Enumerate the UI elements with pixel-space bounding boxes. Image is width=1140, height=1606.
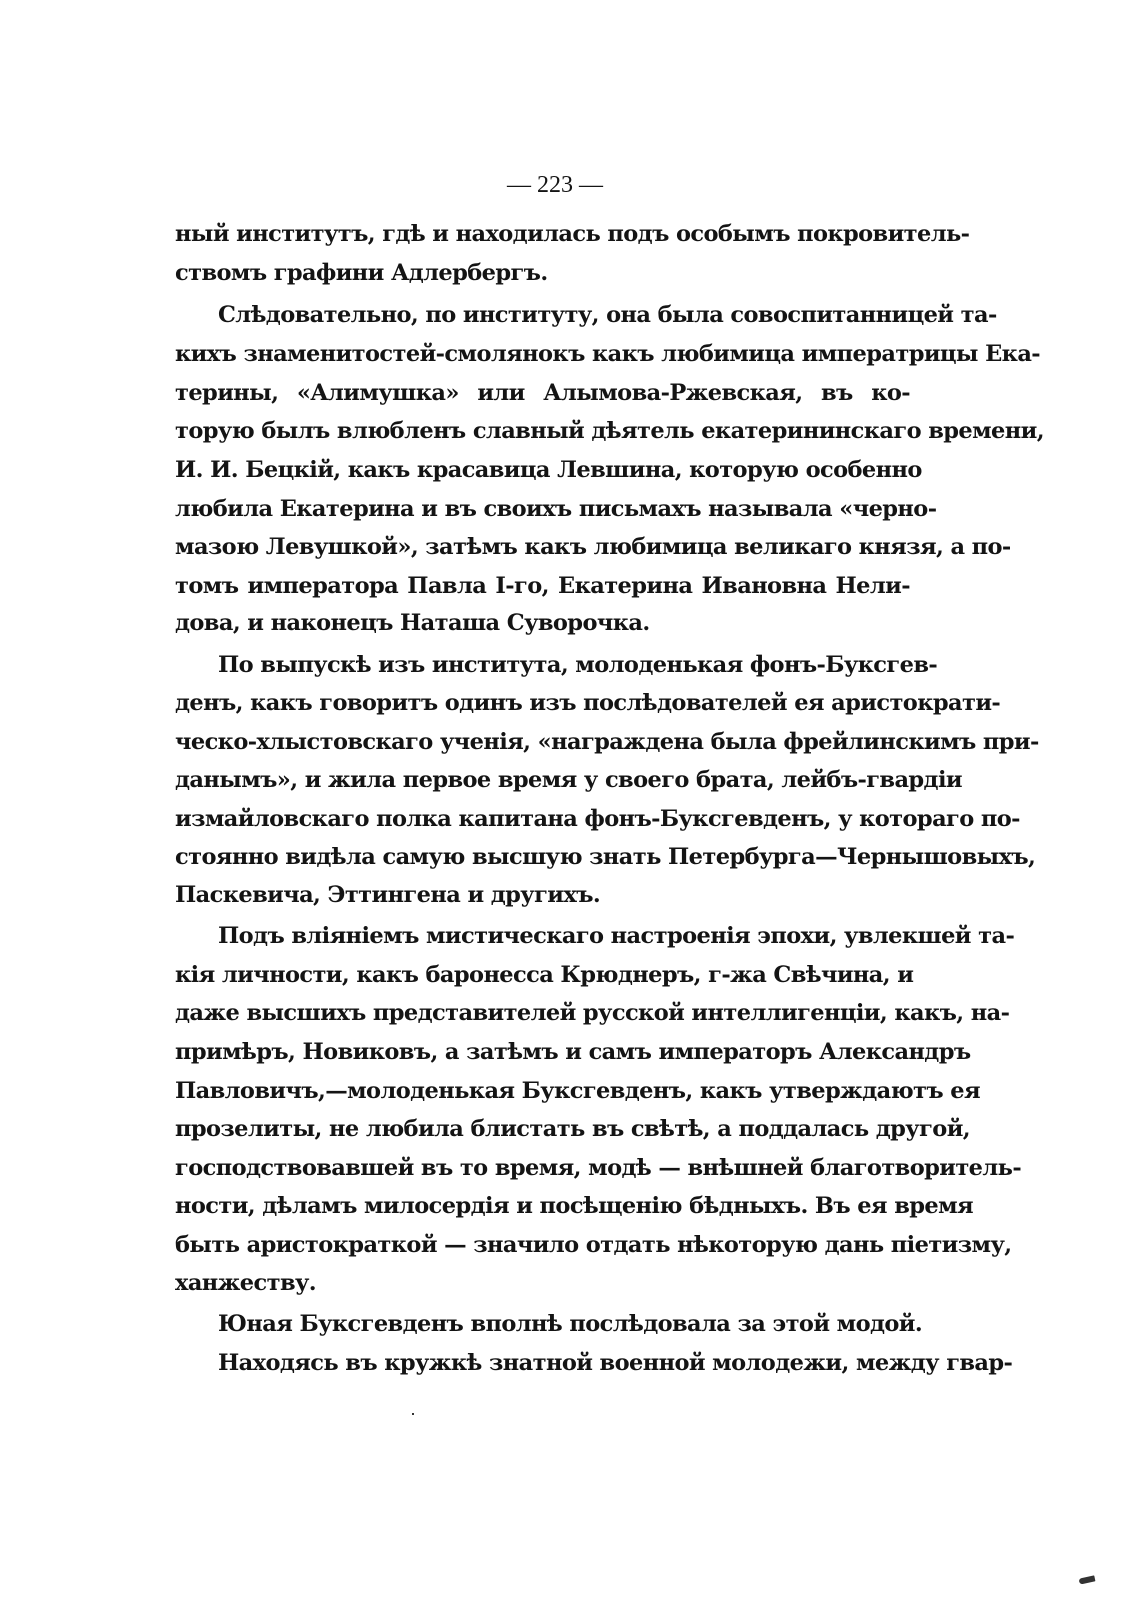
- text-line: кихъ знаменитостей-смолянокъ какъ любимица императрицы Ека-: [175, 341, 1041, 367]
- page-number: — 223 —: [507, 172, 603, 198]
- text-line: данымъ», и жила первое время у своего брата, лейбъ-гвардіи: [175, 767, 962, 793]
- scan-mark-corner: [1079, 1575, 1096, 1584]
- text-line: Слѣдовательно, по институту, она была совоспитанницей та-: [218, 302, 997, 328]
- text-line: любила Екатерина и въ своихъ письмахъ называла «черно-: [175, 496, 937, 522]
- text-line: Юная Буксгевденъ вполнѣ послѣдовала за этой модой.: [218, 1311, 923, 1337]
- text-line: Подъ вліяніемъ мистическаго настроенія эпохи, увлекшей та-: [218, 923, 1015, 949]
- text-line: По выпускѣ изъ института, молоденькая фонъ-Буксгев-: [218, 652, 938, 678]
- text-line: измайловскаго полка капитана фонъ-Буксгевденъ, у котораго по-: [175, 806, 1020, 832]
- text-line: господствовавшей въ то время, модѣ — внѣшней благотворитель-: [175, 1155, 1022, 1181]
- text-line: Павловичъ,—молоденькая Буксгевденъ, какъ утверждаютъ ея: [175, 1078, 981, 1104]
- text-line: ханжеству.: [175, 1270, 317, 1296]
- text-line: торую былъ влюбленъ славный дѣятель екатерининскаго времени,: [175, 418, 1044, 444]
- text-line: стоянно видѣла самую высшую знать Петербурга—Чернышовыхъ,: [175, 844, 1036, 870]
- text-line: ческо-хлыстовскаго ученія, «награждена была фрейлинскимъ при-: [175, 729, 1039, 755]
- scan-speck: [412, 1413, 414, 1415]
- text-line: ствомъ графини Адлербергъ.: [175, 260, 548, 286]
- text-line: дова, и наконецъ Наташа Суворочка.: [175, 610, 650, 636]
- text-line: денъ, какъ говоритъ одинъ изъ послѣдователей ея аристократи-: [175, 690, 1001, 716]
- text-line: прозелиты, не любила блистать въ свѣтѣ, а поддалась другой,: [175, 1116, 971, 1142]
- text-line: быть аристократкой — значило отдать нѣкоторую дань піетизму,: [175, 1232, 1012, 1258]
- text-line: ный институтъ, гдѣ и находилась подъ особымъ покровитель-: [175, 221, 970, 247]
- text-line: даже высшихъ представителей русской интеллигенціи, какъ, на-: [175, 1000, 1010, 1026]
- text-line: Находясь въ кружкѣ знатной военной молодежи, между гвар-: [218, 1350, 1013, 1376]
- text-line: примѣръ, Новиковъ, а затѣмъ и самъ императоръ Александръ: [175, 1039, 971, 1065]
- text-line: Паскевича, Эттингена и другихъ.: [175, 882, 601, 908]
- text-line: И. И. Бецкій, какъ красавица Левшина, которую особенно: [175, 457, 922, 483]
- text-line: ности, дѣламъ милосердія и посѣщенію бѣдныхъ. Въ ея время: [175, 1193, 974, 1219]
- text-line: томъ императора Павла I-го, Екатерина Ивановна Нели-: [175, 573, 910, 599]
- text-line: мазою Левушкой», затѣмъ какъ любимица великаго князя, а по-: [175, 534, 1011, 560]
- text-line: терины, «Алимушка» или Алымова-Ржевская, въ ко-: [175, 380, 910, 406]
- text-line: кія личности, какъ баронесса Крюднеръ, г-жа Свѣчина, и: [175, 962, 914, 988]
